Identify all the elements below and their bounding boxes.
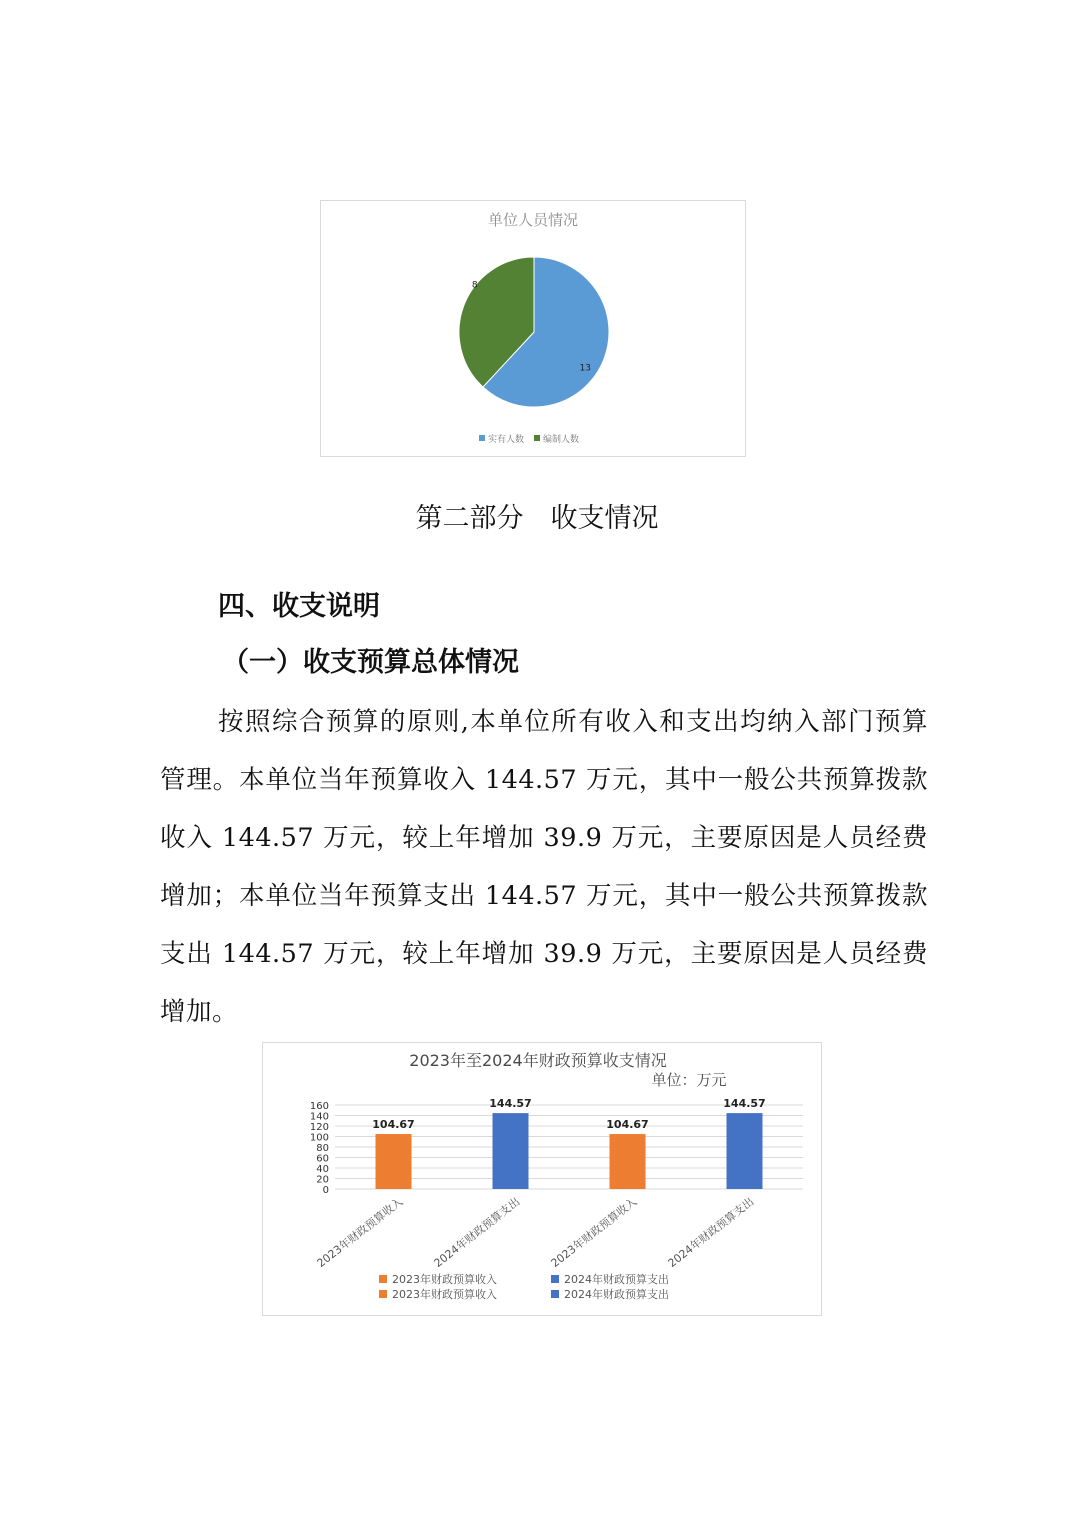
bar-legend-swatch-1 (379, 1275, 387, 1283)
bar-value-label-1: 104.67 (372, 1118, 415, 1132)
bar-legend-label-4: 2024年财政预算支出 (564, 1288, 669, 1301)
bar-value-label-2: 144.57 (489, 1097, 532, 1111)
y-tick-label-120: 120 (309, 1122, 329, 1133)
y-tick-label-40: 40 (316, 1164, 329, 1175)
x-category-label-4: 2024年财政预算支出 (665, 1195, 757, 1271)
bar-1 (376, 1134, 412, 1189)
bar-legend-label-2: 2024年财政预算支出 (564, 1273, 669, 1286)
bar-legend-swatch-4 (551, 1290, 559, 1298)
pie-legend-label-1: 实有人数 (488, 435, 525, 445)
y-tick-label-160: 160 (309, 1101, 329, 1112)
y-tick-label-100: 100 (309, 1132, 329, 1144)
pie-chart-frame (320, 200, 746, 457)
bar-4 (727, 1113, 763, 1189)
y-tick-label-140: 140 (309, 1111, 329, 1123)
y-tick-label-60: 60 (316, 1153, 329, 1165)
bar-chart-unit: 单位：万元 (651, 1071, 727, 1089)
y-tick-label-20: 20 (316, 1174, 329, 1186)
pie-data-label-2: 8 (471, 280, 478, 291)
pie-data-label-1: 13 (579, 363, 591, 374)
pie-legend-swatch-1 (479, 435, 485, 441)
bar-chart (263, 1043, 821, 1315)
bar-chart-frame (262, 1042, 822, 1316)
x-category-label-3: 2023年财政预算收入 (548, 1195, 640, 1271)
heading-income-expense: 四、收支说明 (218, 591, 380, 622)
pie-legend-swatch-2 (534, 435, 540, 441)
x-category-label-1: 2023年财政预算收入 (314, 1195, 406, 1271)
x-category-label-2: 2024年财政预算支出 (431, 1195, 523, 1271)
budget-paragraph: 按照综合预算的原则,本单位所有收入和支出均纳入部门预算管理。本单位当年预算收入 144.57 万元，其中一般公共预算拨款收入 144.57 万元，较上年增加 39.9 万元，主要原因是人员经费增加；本单位当年预算支出 144.57 万元，其中一般公共预算拨款支出 144.57 万元，较上年增加 39.9 万元，主要原因是人员经费增加。 (160, 707, 928, 1027)
bar-legend-label-3: 2023年财政预算收入 (392, 1288, 497, 1301)
bar-value-label-4: 144.57 (723, 1097, 766, 1111)
pie-legend-label-2: 编制人数 (543, 435, 580, 445)
subheading-budget-overview: （一）收支预算总体情况 (222, 647, 519, 678)
y-tick-label-80: 80 (316, 1143, 329, 1154)
bar-2 (493, 1113, 529, 1189)
bar-legend-swatch-3 (379, 1290, 387, 1298)
bar-legend-swatch-2 (551, 1275, 559, 1283)
bar-value-label-3: 104.67 (606, 1118, 649, 1132)
section-title: 第二部分 收支情况 (415, 503, 659, 534)
bar-legend-label-1: 2023年财政预算收入 (392, 1273, 497, 1286)
bar-3 (610, 1134, 646, 1189)
y-tick-label-0: 0 (322, 1185, 329, 1196)
bar-chart-title: 2023年至2024年财政预算收支情况 (409, 1051, 667, 1070)
pie-chart-title: 单位人员情况 (487, 211, 579, 229)
pie-chart (321, 201, 745, 456)
